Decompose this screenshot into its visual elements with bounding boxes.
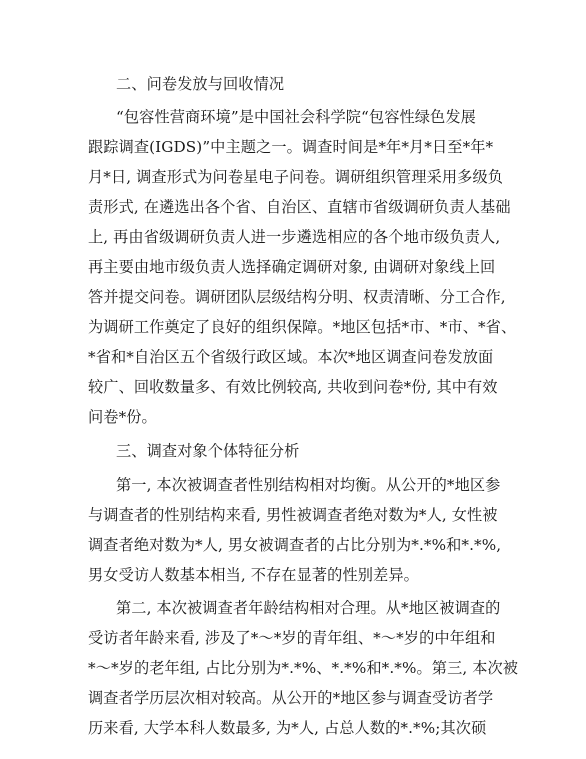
paragraph-line: 第一, 本次被调查者性别结构相对均衡。从公开的*地区参 <box>116 476 501 494</box>
paragraph-line: 月*日, 调查形式为问卷星电子问卷。调研组织管理采用多级负 <box>88 168 504 186</box>
paragraph-line: 受访者年龄来看, 涉及了*～*岁的青年组、*～*岁的中年组和 <box>88 629 496 647</box>
paragraph-line: 第二, 本次被调查者年龄结构相对合理。从*地区被调查的 <box>116 599 501 617</box>
paragraph-line: 调查者绝对数为*人, 男女被调查者的占比分别为*.*%和*.*%, <box>88 536 502 554</box>
paragraph-line: 答并提交问卷。调研团队层级结构分明、权责清晰、分工合作, <box>88 288 506 306</box>
paragraph-line: 责形式, 在遴选出各个省、自治区、直辖市省级调研负责人基础 <box>88 198 511 216</box>
paragraph-line: 与调查者的性别结构来看, 男性被调查者绝对数为*人, 女性被 <box>88 506 498 524</box>
paragraph-line: 较广、回收数量多、有效比例较高, 共收到问卷*份, 其中有效 <box>88 378 498 396</box>
paragraph-line: 为调研工作奠定了良好的组织保障。*地区包括*市、*市、*省、 <box>88 318 517 336</box>
paragraph-line: “包容性营商环境”是中国社会科学院“包容性绿色发展 <box>116 108 476 126</box>
paragraph-line: *～*岁的老年组, 占比分别为*.*%、*.*%和*.*%。第三, 本次被 <box>88 659 519 677</box>
paragraph-line: 再主要由地市级负责人选择确定调研对象, 由调研对象线上回 <box>88 258 496 276</box>
paragraph-line: 历来看, 大学本科人数最多, 为*人, 占总人数的*.*%;其次硕 <box>88 719 487 737</box>
paragraph-line: *省和*自治区五个省级行政区域。本次*地区调查问卷发放面 <box>88 348 494 366</box>
paragraph-line: 跟踪调查(IGDS)”中主题之一。调查时间是*年*月*日至*年* <box>88 138 494 156</box>
paragraph-line: 男女受访人数基本相当, 不存在显著的性别差异。 <box>88 566 419 584</box>
section-heading: 三、调查对象个体特征分析 <box>116 442 300 460</box>
paragraph-line: 问卷*份。 <box>88 408 157 426</box>
section-heading: 二、问卷发放与回收情况 <box>116 75 285 93</box>
paragraph-line: 上, 再由省级调研负责人进一步遴选相应的各个地市级负责人, <box>88 228 501 246</box>
paragraph-line: 调查者学历层次相对较高。从公开的*地区参与调查受访者学 <box>88 689 494 707</box>
